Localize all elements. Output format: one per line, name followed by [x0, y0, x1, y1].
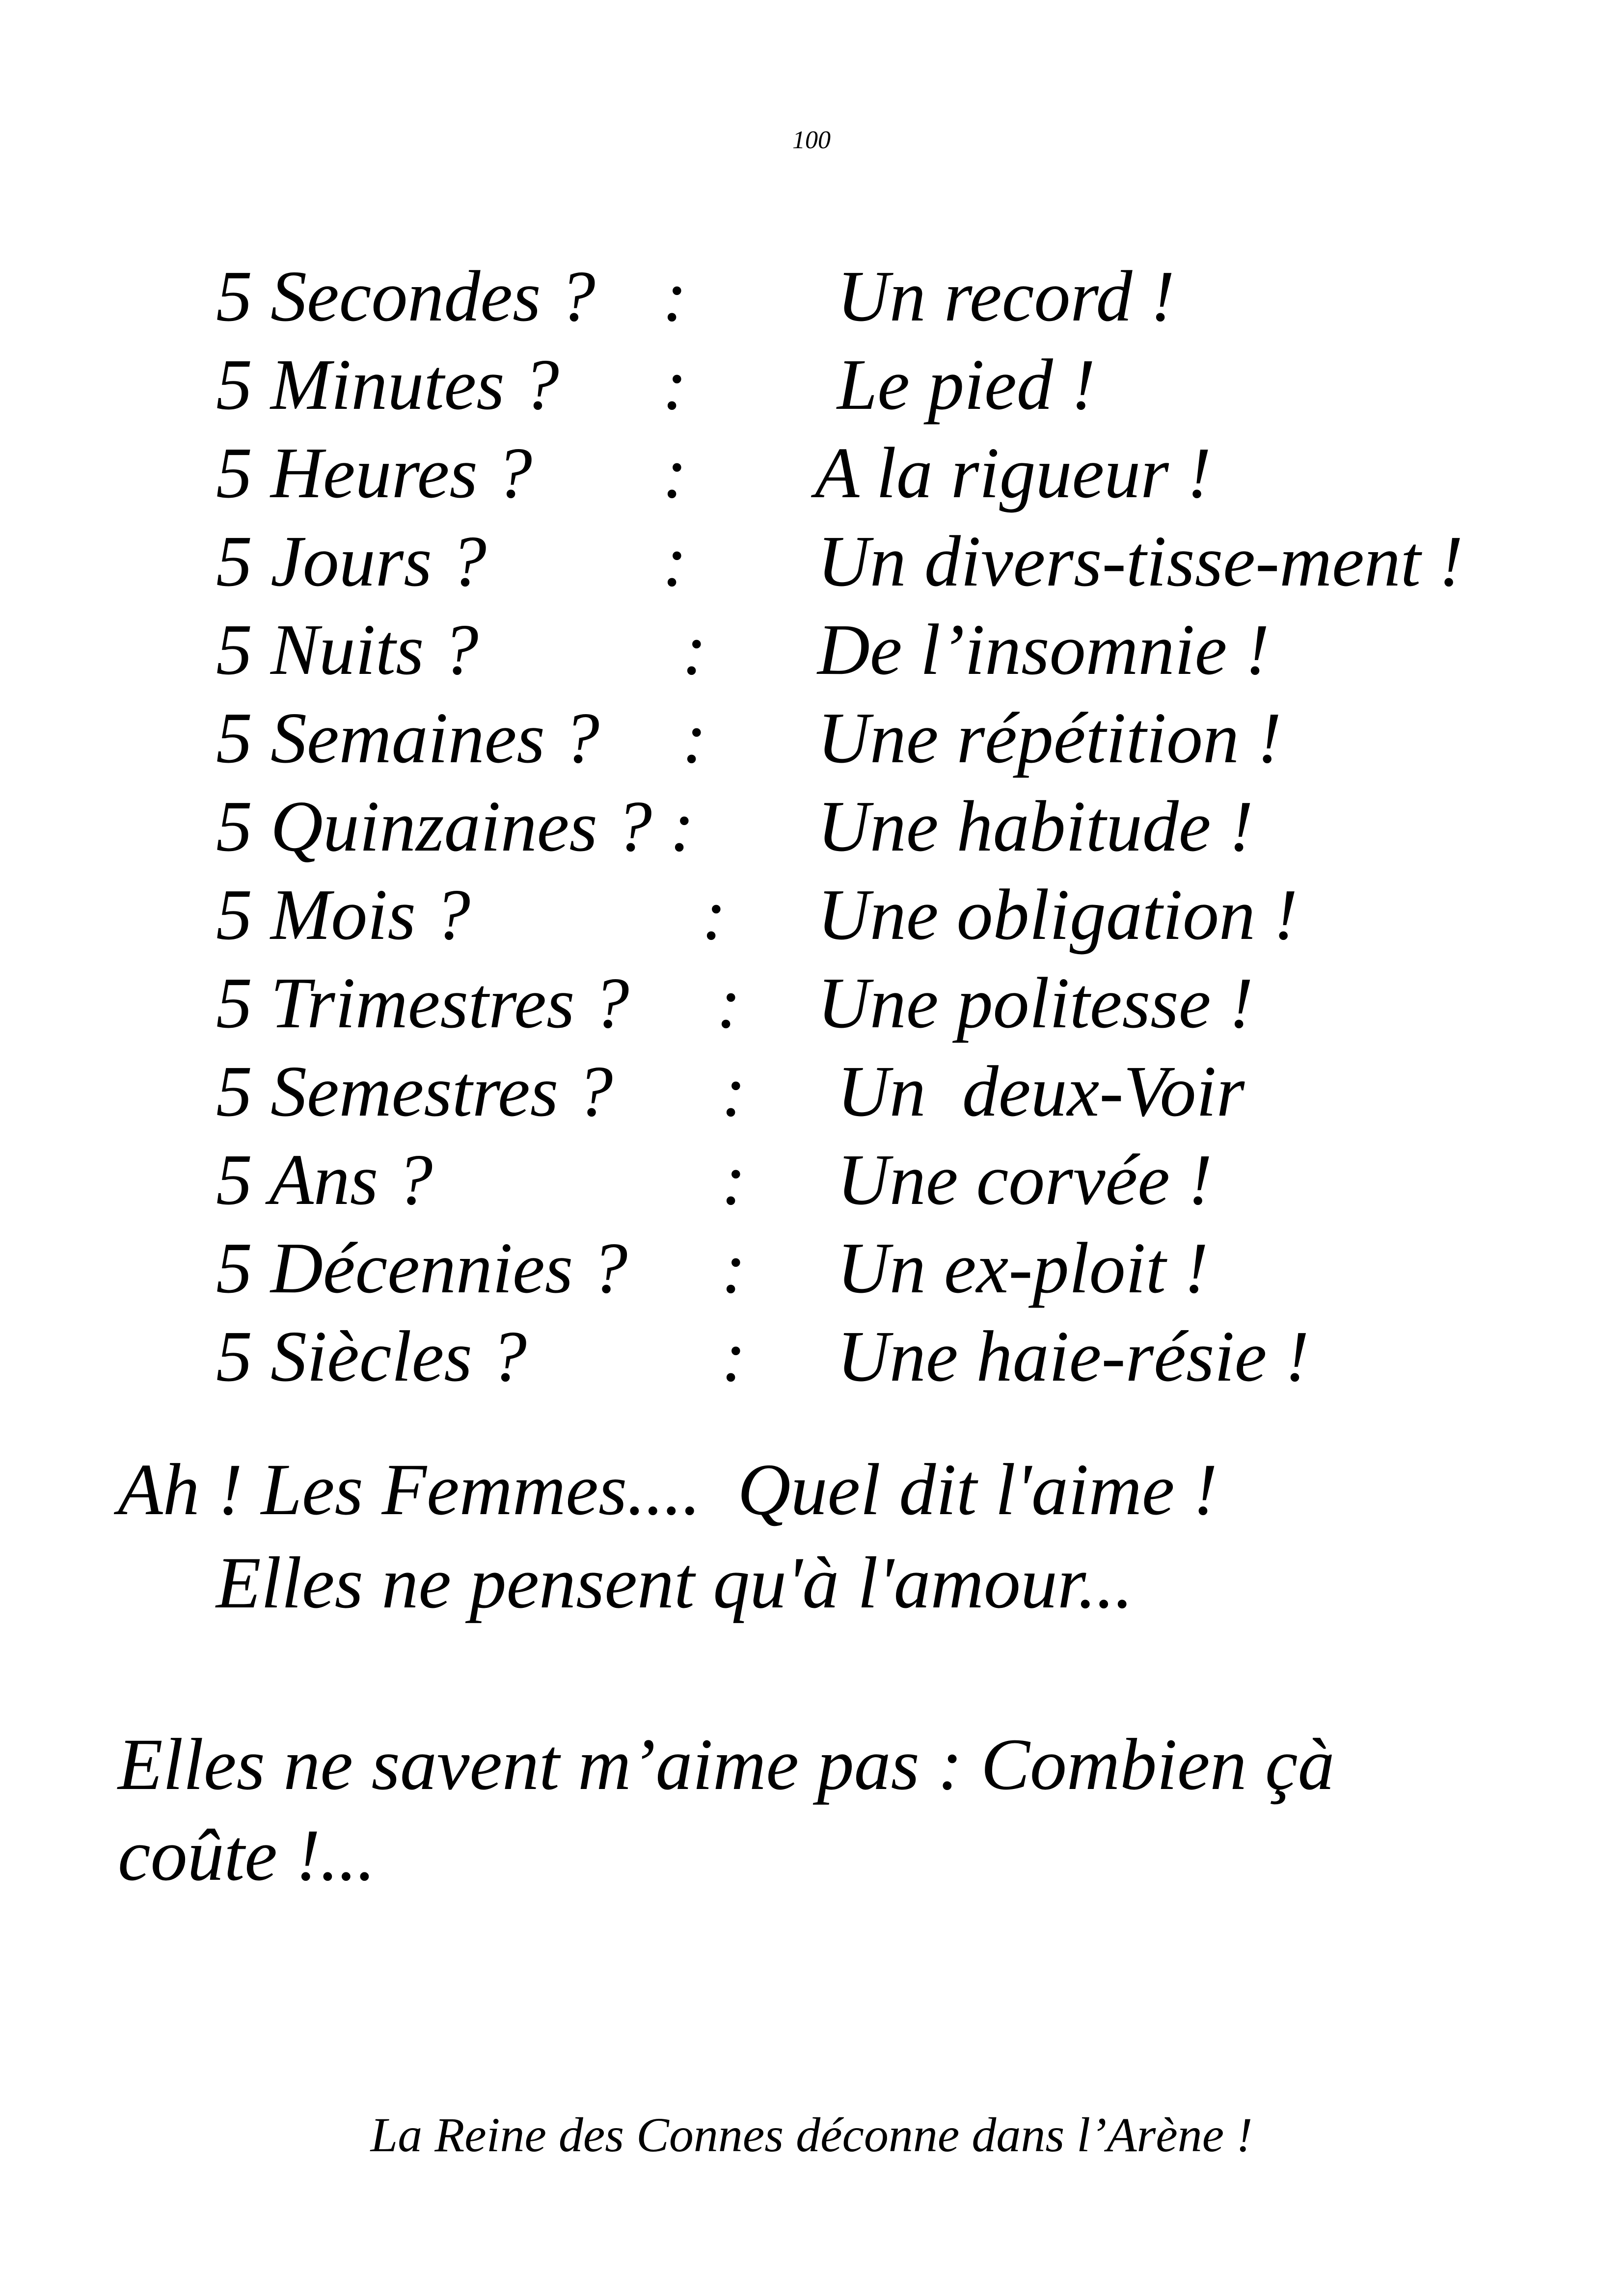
row-question: 5 Ans ?: [216, 1140, 433, 1220]
row-colon: :: [663, 521, 687, 602]
row-question: 5 Nuits ?: [216, 610, 479, 690]
stanza-line: Elles ne pensent qu'à l'amour...: [216, 1542, 1134, 1624]
row-question: 5 Trimestres ?: [216, 963, 629, 1043]
row-answer: Un record !: [837, 256, 1175, 337]
row-colon: :: [722, 1228, 746, 1308]
row-colon: :: [722, 1051, 746, 1132]
row-answer: Une obligation !: [817, 875, 1298, 955]
row-question: 5 Semaines ?: [216, 698, 599, 778]
row-answer: A la rigueur !: [815, 433, 1212, 513]
row-question: 5 Minutes ?: [216, 345, 559, 425]
page-number: 100: [792, 126, 831, 154]
row-colon: :: [722, 1140, 746, 1220]
row-question: 5 Secondes ?: [216, 256, 595, 337]
row-question: 5 Mois ?: [216, 875, 470, 955]
stanza-line: Ah ! Les Femmes.... Quel dit l'aime !: [118, 1449, 1217, 1530]
row-question: 5 Jours ?: [216, 521, 487, 602]
row-answer: Une corvée !: [837, 1140, 1213, 1220]
row-colon: :: [682, 698, 707, 778]
row-answer: Un deux-Voir: [837, 1051, 1245, 1132]
row-question: 5 Quinzaines ? :: [216, 786, 695, 867]
row-colon: :: [663, 345, 687, 425]
row-colon: :: [663, 256, 687, 337]
row-colon: :: [702, 875, 727, 955]
row-answer: Une habitude !: [817, 786, 1253, 867]
row-question: 5 Siècles ?: [216, 1316, 527, 1397]
row-colon: :: [717, 963, 741, 1043]
row-answer: Un divers-tisse-ment !: [817, 521, 1463, 602]
row-answer: De l’insomnie !: [817, 610, 1270, 690]
row-answer: Le pied !: [837, 345, 1096, 425]
row-colon: :: [722, 1316, 746, 1397]
row-question: 5 Heures ?: [216, 433, 532, 513]
row-answer: Un ex-ploit !: [837, 1228, 1209, 1308]
stanza-line: coûte !...: [118, 1815, 376, 1896]
row-answer: Une politesse !: [817, 963, 1253, 1043]
footer-text: La Reine des Connes déconne dans l’Arène !: [370, 2108, 1253, 2162]
row-answer: Une répétition !: [817, 698, 1282, 778]
row-colon: :: [663, 433, 687, 513]
row-answer: Une haie-résie !: [837, 1316, 1309, 1397]
stanza-line: Elles ne savent m’aime pas : Combien çà: [118, 1724, 1335, 1805]
row-question: 5 Décennies ?: [216, 1228, 628, 1308]
row-question: 5 Semestres ?: [216, 1051, 613, 1132]
row-colon: :: [682, 610, 707, 690]
